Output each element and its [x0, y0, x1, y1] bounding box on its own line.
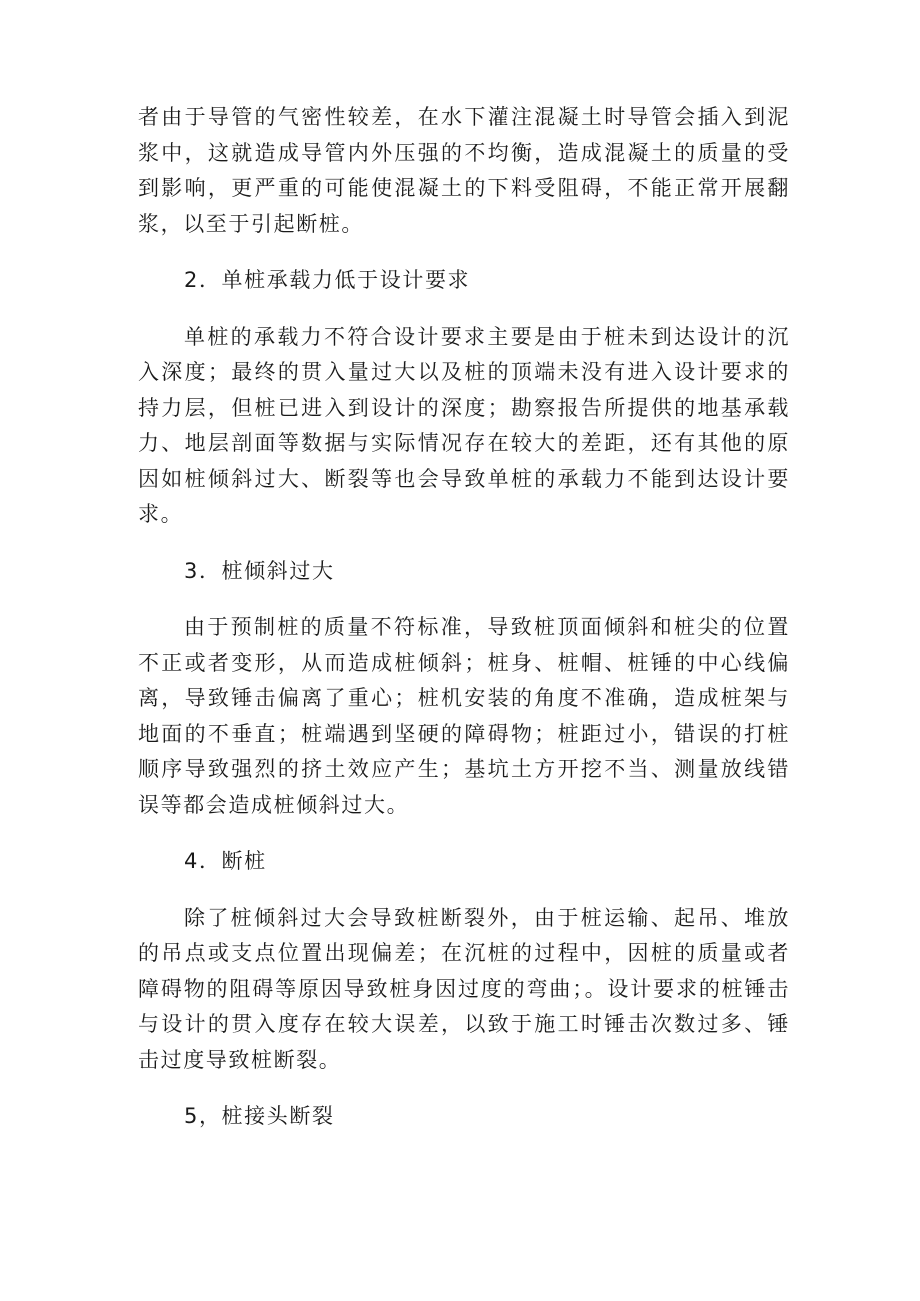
document-page — [138, 100, 790, 1135]
paragraph-section-4: 除了桩倾斜过大会导致桩断裂外，由于桩运输、起吊、堆放的吊点或支点位置出现偏差；在沉桩的过程中，因桩的质量或者障碍物的阻碍等原因导致桩身因过度的弯曲；。设计要求的桩锤击与设计的贯入度存在较大误差，以致于施工时锤击次数过多、锤击过度导致桩断裂。 — [138, 905, 790, 1072]
paragraph-section-2: 单桩的承载力不符合设计要求主要是由于桩未到达设计的沉入深度；最终的贯入量过大以及桩的顶端未没有进入设计要求的持力层，但桩已进入到设计的深度；勘察报告所提供的地基承载力、地层剖面等数据与实际情况存在较大的差距，还有其他的原因如桩倾斜过大、断裂等也会导致单桩的承载力不能到达设计要求。 — [138, 324, 790, 526]
section-heading-3: 3．桩倾斜过大 — [184, 558, 335, 583]
section-heading-2: 2．单桩承载力低于设计要求 — [184, 268, 471, 292]
section-heading-5: 5，桩接头断裂 — [184, 1104, 335, 1128]
paragraph-continuation: 者由于导管的气密性较差，在水下灌注混凝土时导管会插入到泥浆中，这就造成导管内外压强的不均衡，造成混凝土的质量的受到影响，更严重的可能使混凝土的下料受阻碍，不能正常开展翻浆，以至于引起断桩。 — [138, 105, 790, 236]
paragraph-section-3: 由于预制桩的质量不符标准，导致桩顶面倾斜和桩尖的位置不正或者变形，从而造成桩倾斜；桩身、桩帽、桩锤的中心线偏离，导致锤击偏离了重心；桩机安装的角度不准确，造成桩架与地面的不垂直；桩端遇到坚硬的障碍物；桩距过小，错误的打桩顺序导致强烈的挤土效应产生；基坑土方开挖不当、测量放线错误等都会造成桩倾斜过大。 — [138, 615, 790, 817]
section-heading-4: 4．断桩 — [184, 849, 267, 873]
